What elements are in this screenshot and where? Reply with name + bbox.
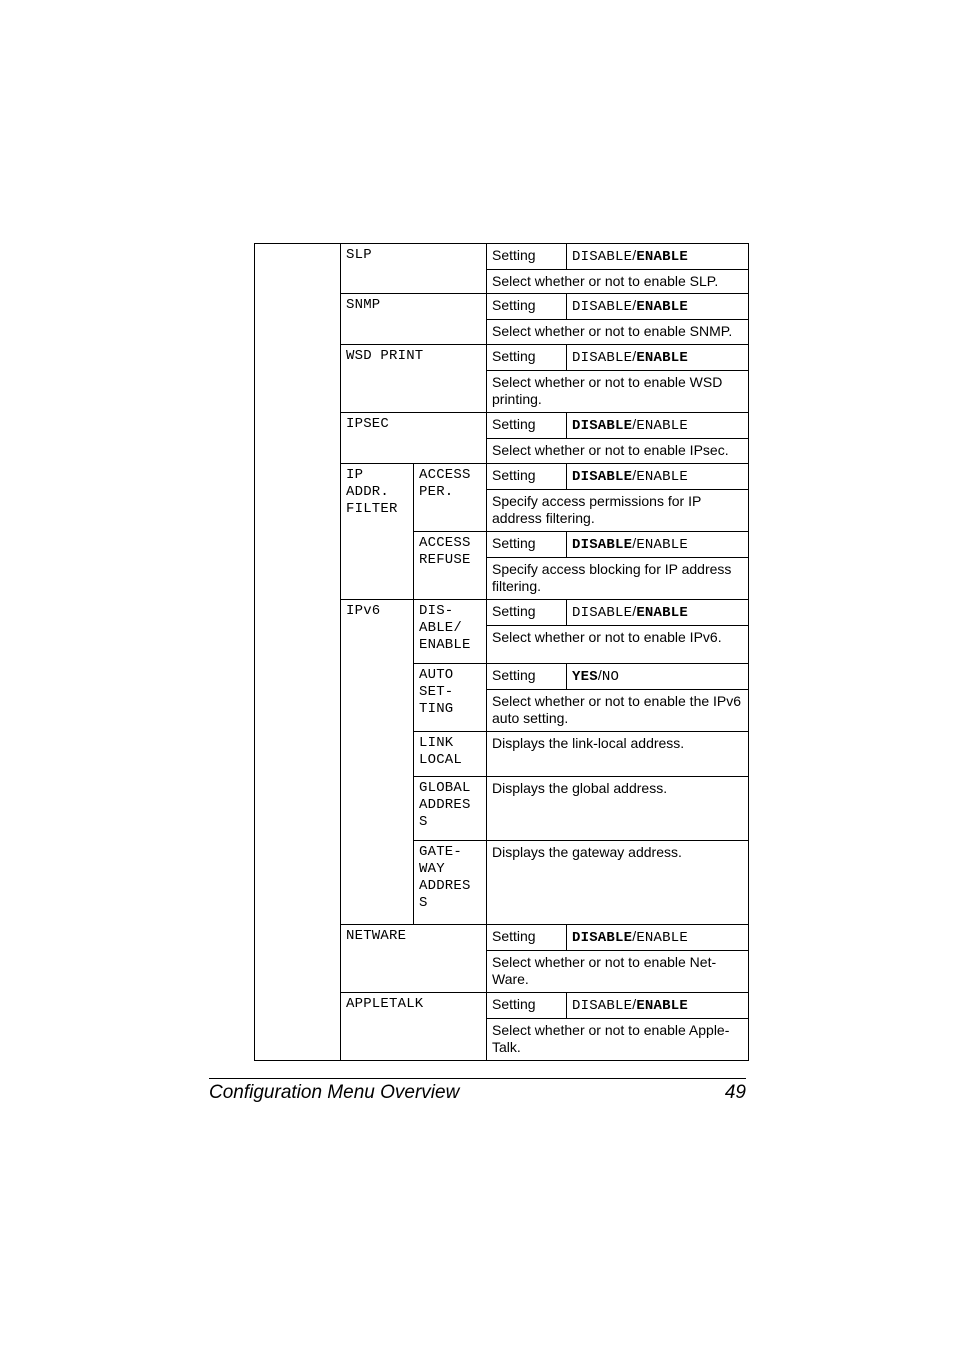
- menu-item-snmp: SNMP: [341, 294, 487, 345]
- option-no: NO: [601, 669, 620, 685]
- description: Displays the link-local address.: [487, 732, 749, 777]
- submenu-link-local: LINK LOCAL: [414, 732, 487, 777]
- setting-label: Setting: [487, 244, 567, 270]
- option-enable-default: ENABLE: [636, 998, 688, 1014]
- menu-item-appletalk: APPLETALK: [341, 993, 487, 1061]
- config-menu-table: [254, 243, 749, 1061]
- setting-label: Setting: [487, 532, 567, 558]
- option-disable: DISABLE: [572, 350, 633, 366]
- setting-options: DISABLE/ENABLE: [567, 413, 749, 439]
- option-disable: DISABLE: [572, 299, 633, 315]
- option-yes-default: YES: [572, 669, 598, 685]
- setting-options: YES/NO: [567, 664, 749, 690]
- setting-options: DISABLE/ENABLE: [567, 600, 749, 626]
- option-enable-default: ENABLE: [636, 350, 688, 366]
- submenu-gateway-address: GATE- WAY ADDRES S: [414, 841, 487, 925]
- description: Specify access permissions for IP address filtering.: [487, 490, 749, 532]
- setting-label: Setting: [487, 925, 567, 951]
- option-enable-default: ENABLE: [636, 249, 688, 265]
- submenu-auto-setting: AUTO SET- TING: [414, 664, 487, 732]
- menu-item-wsd-print: WSD PRINT: [341, 345, 487, 413]
- setting-label: Setting: [487, 993, 567, 1019]
- menu-item-ipv6: IPv6: [341, 600, 414, 925]
- option-disable-default: DISABLE: [572, 469, 633, 485]
- option-enable: ENABLE: [636, 418, 688, 434]
- menu-item-ip-addr-filter: IP ADDR. FILTER: [341, 464, 414, 600]
- description: Select whether or not to enable Net-Ware.: [487, 951, 749, 993]
- setting-options: DISABLE/ENABLE: [567, 244, 749, 270]
- option-enable-default: ENABLE: [636, 299, 688, 315]
- setting-options: DISABLE/ENABLE: [567, 532, 749, 558]
- footer-title: Configuration Menu Overview: [209, 1082, 460, 1103]
- setting-label: Setting: [487, 294, 567, 320]
- footer-divider: [209, 1078, 746, 1079]
- menu-item-netware: NETWARE: [341, 925, 487, 993]
- description: Displays the gateway address.: [487, 841, 749, 925]
- submenu-access-per: ACCESS PER.: [414, 464, 487, 532]
- setting-label: Setting: [487, 413, 567, 439]
- description: Select whether or not to enable the IPv6 auto setting.: [487, 690, 749, 732]
- option-enable-default: ENABLE: [636, 605, 688, 621]
- description: Select whether or not to enable SLP.: [487, 270, 749, 294]
- description: Select whether or not to enable IPv6.: [487, 626, 749, 664]
- description: Select whether or not to enable WSD printing.: [487, 371, 749, 413]
- setting-label: Setting: [487, 464, 567, 490]
- setting-options: DISABLE/ENABLE: [567, 993, 749, 1019]
- description: Specify access blocking for IP address filtering.: [487, 558, 749, 600]
- submenu-global-address: GLOBAL ADDRES S: [414, 777, 487, 841]
- option-enable: ENABLE: [636, 537, 688, 553]
- option-disable: DISABLE: [572, 249, 633, 265]
- setting-options: DISABLE/ENABLE: [567, 345, 749, 371]
- option-disable-default: DISABLE: [572, 930, 633, 946]
- description: Select whether or not to enable SNMP.: [487, 320, 749, 345]
- setting-label: Setting: [487, 600, 567, 626]
- option-enable: ENABLE: [636, 469, 688, 485]
- setting-options: DISABLE/ENABLE: [567, 464, 749, 490]
- submenu-dis-able-enable: DIS- ABLE/ ENABLE: [414, 600, 487, 664]
- option-enable: ENABLE: [636, 930, 688, 946]
- option-disable-default: DISABLE: [572, 418, 633, 434]
- parent-menu-cell: [255, 244, 341, 1061]
- setting-options: DISABLE/ENABLE: [567, 294, 749, 320]
- setting-label: Setting: [487, 345, 567, 371]
- page-number: 49: [724, 1082, 746, 1103]
- description: Displays the global address.: [487, 777, 749, 841]
- option-disable: DISABLE: [572, 605, 633, 621]
- description: Select whether or not to enable Apple-Talk.: [487, 1019, 749, 1061]
- option-disable: DISABLE: [572, 998, 633, 1014]
- menu-item-slp: SLP: [341, 244, 487, 294]
- submenu-access-refuse: ACCESS REFUSE: [414, 532, 487, 600]
- description: Select whether or not to enable IPsec.: [487, 439, 749, 464]
- menu-item-ipsec: IPSEC: [341, 413, 487, 464]
- setting-options: DISABLE/ENABLE: [567, 925, 749, 951]
- setting-label: Setting: [487, 664, 567, 690]
- option-disable-default: DISABLE: [572, 537, 633, 553]
- table-row: [255, 244, 749, 270]
